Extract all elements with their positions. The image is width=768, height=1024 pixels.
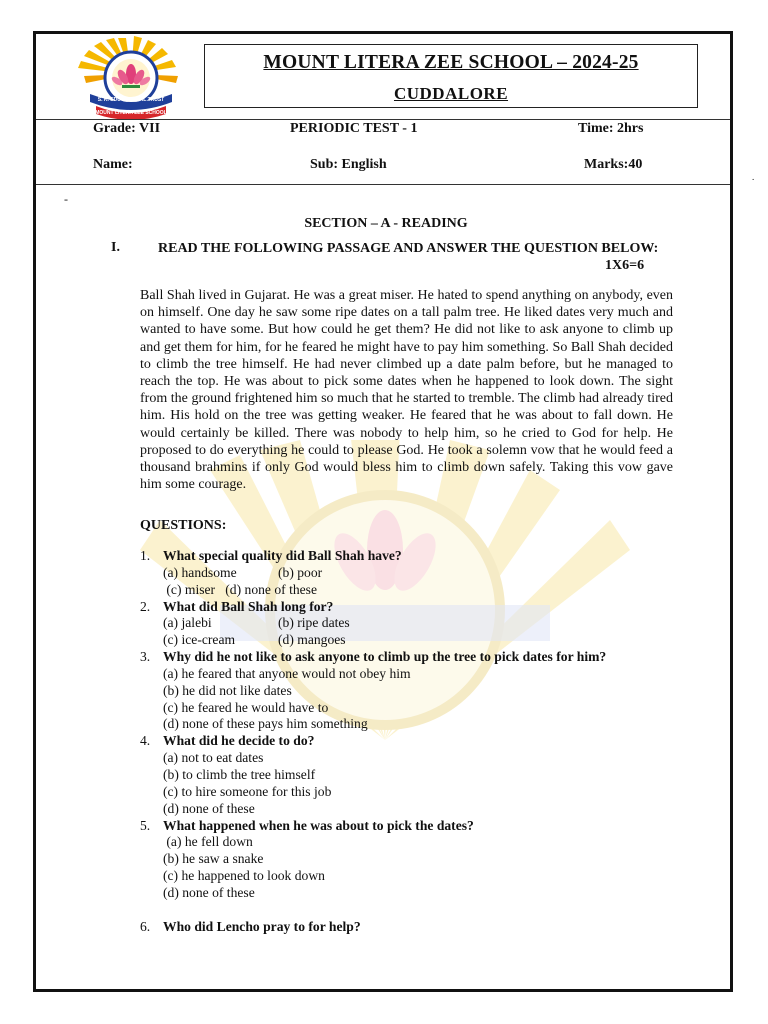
option: (d) none of these — [163, 884, 255, 900]
option: (b) he saw a snake — [163, 851, 264, 867]
option-row — [140, 615, 700, 632]
question-item — [140, 818, 700, 835]
name-label: Name: — [93, 157, 133, 172]
option: (a) he fell down — [163, 834, 253, 850]
option-row — [140, 632, 700, 649]
grade-label: Grade: VII — [93, 121, 161, 136]
option: (d) none of these — [163, 800, 255, 816]
header-rule-top — [36, 119, 730, 120]
question-item — [140, 599, 700, 616]
logo-band-text: S. K. EDUCATIONAL TRUST — [97, 97, 165, 103]
marks-label: Marks:40 — [584, 157, 643, 172]
test-name: PERIODIC TEST - 1 — [290, 121, 418, 136]
stray-mark: - — [64, 192, 68, 206]
stray-mark-right: . — [752, 172, 755, 182]
question-item — [140, 919, 700, 936]
question-number: 4. — [140, 733, 151, 749]
school-city: CUDDALORE — [393, 84, 509, 103]
question-text: What happened when he was about to pick the dates? — [163, 817, 474, 833]
school-logo — [66, 34, 196, 120]
section-instruction: READ THE FOLLOWING PASSAGE AND ANSWER THE QUESTION BELOW: — [158, 241, 659, 256]
option-row — [140, 565, 700, 582]
option: (c) he feared he would have to — [163, 699, 329, 715]
question-item — [140, 733, 700, 750]
option: (b) ripe dates — [278, 615, 350, 631]
option: (a) handsome — [163, 564, 237, 580]
question-text: Why did he not like to ask anyone to climb up the tree to pick dates for him? — [163, 649, 607, 665]
header-rule-bottom — [36, 184, 730, 185]
questions-list — [140, 548, 700, 935]
option: (b) he did not like dates — [163, 682, 292, 698]
title-box — [204, 44, 698, 108]
logo-banner-text: MOUNT LITERA ZEE SCHOOL — [95, 110, 167, 116]
option: (d) none of these pays him something — [163, 716, 368, 732]
question-text: Who did Lencho pray to for help? — [163, 918, 361, 934]
option-row: (c) miser (d) none of these — [163, 581, 318, 597]
option: (a) he feared that anyone would not obey him — [163, 665, 411, 681]
subject-label: Sub: English — [310, 157, 387, 172]
option: (c) ice-cream — [163, 632, 236, 648]
section-number: I. — [111, 240, 120, 255]
school-name: MOUNT LITERA ZEE SCHOOL – 2024-25 — [263, 52, 639, 73]
option: (a) jalebi — [163, 615, 212, 631]
spacer — [140, 902, 700, 919]
question-number: 1. — [140, 548, 151, 563]
question-number: 2. — [140, 598, 151, 614]
time-label: Time: 2hrs — [578, 121, 644, 136]
section-marks: 1X6=6 — [605, 258, 645, 273]
option: (c) to hire someone for this job — [163, 783, 332, 799]
question-text: What did Ball Shah long for? — [163, 598, 334, 614]
questions-heading: QUESTIONS: — [140, 518, 227, 533]
option: (c) he happened to look down — [163, 868, 325, 884]
question-number: 5. — [140, 817, 151, 833]
option: (b) poor — [278, 564, 323, 580]
option: (a) not to eat dates — [163, 750, 264, 766]
question-item — [140, 548, 700, 565]
question-item — [140, 649, 700, 666]
option: (d) mangoes — [278, 632, 346, 648]
question-number: 6. — [140, 918, 151, 934]
question-number: 3. — [140, 649, 151, 665]
question-text: What special quality did Ball Shah have? — [163, 548, 402, 563]
option: (b) to climb the tree himself — [163, 766, 316, 782]
section-title: SECTION – A - READING — [304, 216, 468, 231]
reading-passage: Ball Shah lived in Gujarat. He was a great miser. He hated to spend anything on anybody, even on himself. One day he saw some ripe dates on a tall palm tree. He liked dates very much and wanted to have some. But how could he get them? He did not like to ask anyone to climb up and get them for him, for he feared he might have to pay him something. So Ball Shah decided to climb the tree himself. He had never climbed up a date palm before, but he managed to reach the top. He was about to pick some dates when he happened to look down. The sight from the ground frightened him so much that he started to tremble. The climb had already tired him. His hold on the tree was getting weaker. He feared that he was about to fall down. He would certainly be killed. There was nobody to help him, so he cried to God for help. He proposed to do everything he could to please God. He took a solemn vow that he would feed a thousand brahmins if only God would bless him to climb down safely. Taking this vow gave him some courage. — [140, 288, 673, 493]
question-text: What did he decide to do? — [163, 733, 315, 749]
